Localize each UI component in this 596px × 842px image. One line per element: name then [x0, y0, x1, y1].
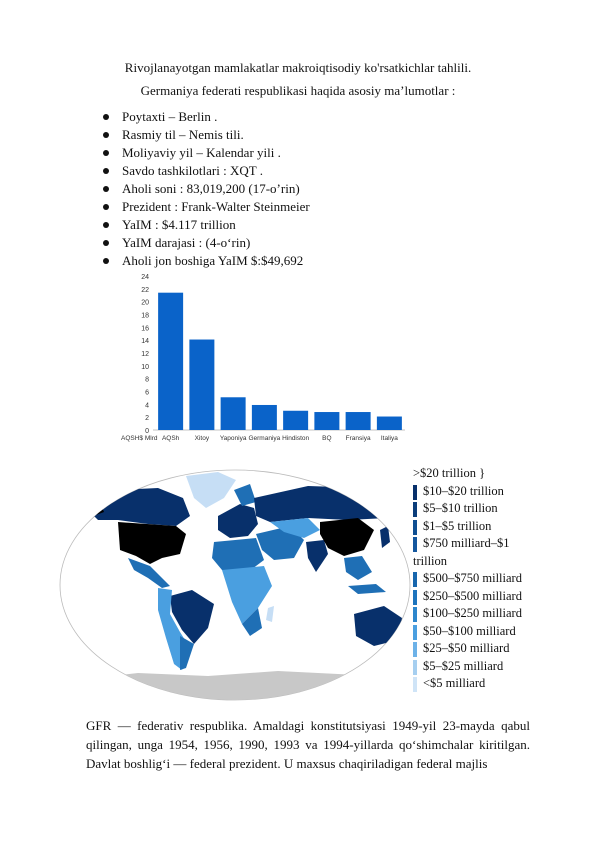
legend-swatch	[413, 502, 417, 517]
y-tick-label: 24	[141, 274, 149, 281]
legend-item	[413, 553, 553, 571]
map-new-zealand	[402, 646, 410, 660]
legend-item	[413, 623, 553, 641]
fact-item: Moliyaviy yil – Kalendar yili .	[100, 144, 310, 162]
legend-item	[413, 640, 553, 658]
legend-swatch	[413, 485, 417, 500]
legend-swatch	[413, 572, 417, 587]
fact-item: Poytaxti – Berlin .	[100, 108, 310, 126]
legend-label: $25–$50 milliard	[423, 641, 510, 655]
x-tick-label: BQ	[322, 435, 332, 442]
legend-label: $1–$5 trillion	[423, 518, 492, 533]
bar-italiya	[377, 417, 402, 430]
legend-item	[413, 518, 553, 536]
legend-swatch	[413, 642, 417, 657]
legend-swatch	[413, 520, 417, 535]
y-tick-label: 20	[141, 299, 149, 307]
legend-header: >$20 trillion }	[413, 466, 486, 480]
x-tick-label: Fransiya	[345, 435, 371, 442]
legend-label: $10–$20 trillion	[423, 483, 504, 498]
y-tick-label: 2	[145, 415, 149, 423]
legend-label: $5–$25 milliard	[423, 658, 504, 673]
legend-swatch	[413, 677, 417, 692]
legend-label: $5–$10 trillion	[423, 501, 498, 515]
x-tick-label: Hindiston	[282, 435, 310, 442]
legend-item	[413, 535, 553, 553]
bar-hindiston	[283, 411, 308, 430]
legend-swatch	[413, 590, 417, 605]
x-tick-label: Italiya	[380, 435, 398, 442]
legend-label: $100–$250 milliard	[423, 606, 522, 620]
y-tick-label: 14	[141, 338, 149, 346]
facts-list	[100, 108, 310, 270]
document-subtitle: Germaniya federati respublikasi haqida asosiy ma’lumotlar :	[140, 83, 456, 98]
x-tick-label: Germaniya	[248, 435, 281, 442]
fact-item: Aholi jon boshiga YaIM $:$49,692	[100, 252, 310, 270]
x-tick-label: Xitoy	[194, 435, 210, 442]
legend-item	[413, 658, 553, 676]
legend-item	[413, 500, 553, 518]
x-tick-label: AQSh	[161, 435, 180, 442]
bar-yaponiya	[221, 397, 246, 430]
y-tick-label: 16	[141, 325, 149, 333]
legend-label: <$5 milliard	[423, 676, 486, 690]
bar-germaniya	[252, 405, 277, 430]
legend-item	[413, 675, 553, 693]
gdp-bar-chart	[115, 266, 415, 446]
bar-bq	[314, 412, 339, 430]
legend-label: $250–$500 milliard	[423, 588, 522, 603]
legend-label: $50–$100 milliard	[423, 623, 516, 638]
fact-item: Rasmiy til – Nemis tili.	[100, 126, 310, 144]
legend-item	[413, 588, 553, 606]
bar-aqsh	[158, 293, 183, 430]
legend-swatch	[413, 660, 417, 675]
y-tick-label: 18	[141, 312, 149, 320]
y-tick-label: 12	[141, 351, 149, 358]
body-paragraph: GFR — federativ respublika. Amaldagi konstitutsiyasi 1949-yil 23-mayda qabul qilingan, unga 1954, 1956, 1990, 1993 va 1994-yillarda qo‘shimchalar kiritilgan. Davlat boshlig‘i — federal prezident. U maxsus chaqiriladigan federal majlis	[86, 718, 530, 771]
legend-swatch	[413, 537, 417, 552]
fact-item: YaIM darajasi : (4-o‘rin)	[100, 234, 310, 252]
y-tick-label: 10	[141, 363, 149, 371]
document-title: Rivojlanayotgan mamlakatlar makroiqtisodiy ko'rsatkichlar tahlili.	[124, 60, 472, 75]
fact-item: Prezident : Frank-Walter Steinmeier	[100, 198, 310, 216]
y-tick-label: 8	[145, 376, 149, 384]
axis-unit-label: AQSH$ Mlrd	[121, 435, 158, 442]
y-tick-label: 0	[145, 428, 149, 435]
y-tick-label: 22	[141, 286, 149, 294]
legend-label: trillion	[413, 553, 448, 568]
legend-item	[413, 483, 553, 501]
world-gdp-map	[58, 468, 413, 703]
x-tick-label: Yaponiya	[219, 435, 247, 442]
legend-item	[413, 570, 553, 588]
bar-xitoy	[189, 340, 214, 430]
legend-label: $750 milliard–$1	[423, 536, 510, 550]
y-tick-label: 4	[145, 402, 149, 410]
legend-item	[413, 605, 553, 623]
legend-label: $500–$750 milliard	[423, 571, 522, 585]
legend-swatch	[413, 625, 417, 640]
map-legend	[413, 465, 553, 693]
legend-swatch	[413, 607, 417, 622]
fact-item: Aholi soni : 83,019,200 (17-o’rin)	[100, 180, 310, 198]
fact-item: Savdo tashkilotlari : XQT .	[100, 162, 310, 180]
bar-fransiya	[346, 412, 371, 430]
fact-item: YaIM : $4.117 trillion	[100, 216, 310, 234]
y-tick-label: 6	[145, 389, 149, 397]
